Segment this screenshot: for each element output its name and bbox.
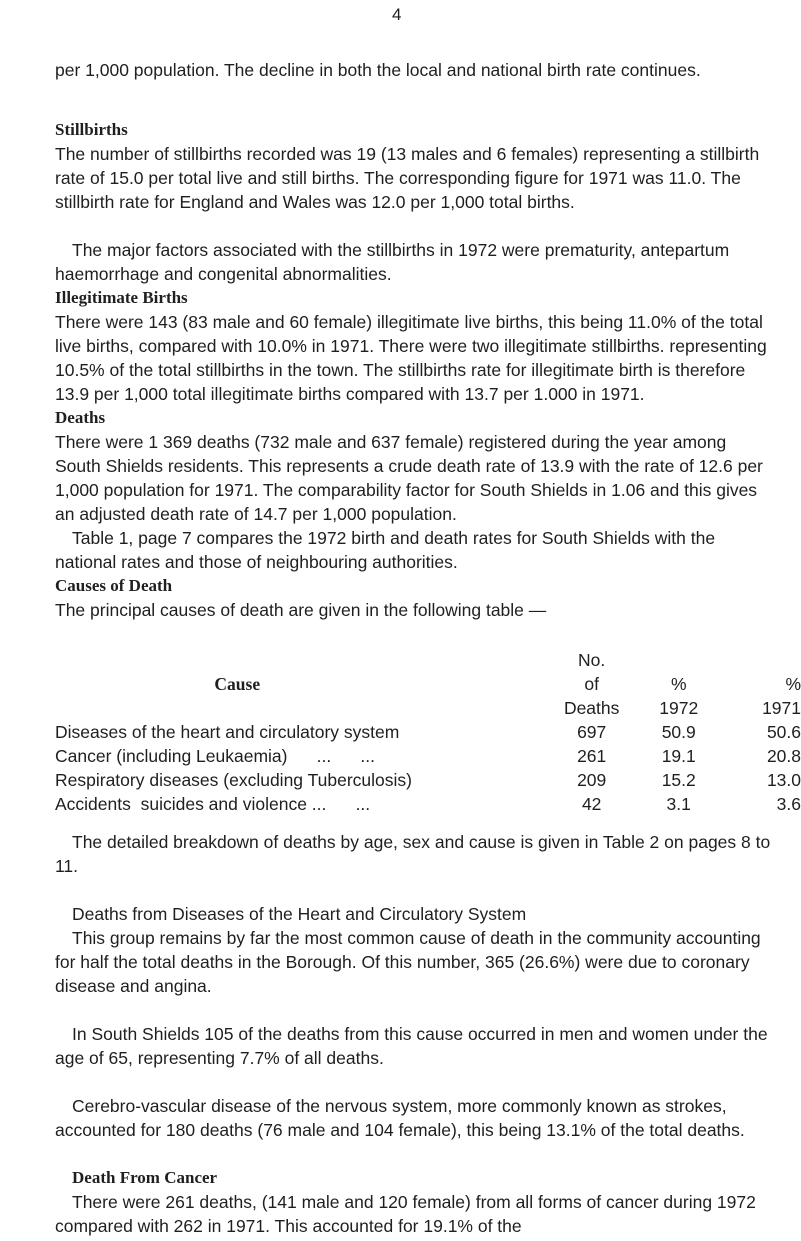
header-year-1972: 1972 [659,698,699,718]
header-deaths-label: Deaths [563,698,620,718]
row-deaths: 261 [577,746,607,766]
stillbirths-paragraph: The number of stillbirths recorded was 19 (13 males and 6 females) representing a stillbirth rate of 15.0 per total live and still births. The corresponding figure for 1971 was 11.0. The stillbirth rate for England and Wales was 12.0 per 1,000 total births. [55,144,760,212]
table-row [55,792,801,816]
strokes-paragraph: Cerebro-vascular disease of the nervous system, more commonly known as strokes, accounted for 180 deaths (76 male and 104 female), this being 13.1% of the total deaths. [55,1096,745,1140]
page-number: 4 [392,5,402,24]
illegitimate-heading: Illegitimate Births [55,288,188,307]
row-pct-1972: 3.1 [666,794,691,814]
row-pct-1971: 13.0 [766,770,801,790]
row-cause: Accidents suicides and violence ... ... [55,794,371,814]
row-pct-1971: 20.8 [766,746,801,766]
table-row [55,744,801,768]
cancer-heading: Death From Cancer [72,1168,218,1187]
row-cause: Cancer (including Leukaemia) ... ... [55,746,375,766]
cancer-paragraph: There were 261 deaths, (141 male and 120 female) from all forms of cancer during 1972 compared with 262 in 1971. This accounted for 19.1% of the [55,1192,756,1236]
row-pct-1971: 3.6 [776,794,801,814]
table-reference-paragraph: Table 1, page 7 compares the 1972 birth and death rates for South Shields with the national rates and those of neighbouring authorities. [55,528,716,572]
deaths-heading: Deaths [55,408,106,427]
row-pct-1972: 19.1 [661,746,696,766]
stillbirths-heading: Stillbirths [55,120,128,139]
row-deaths: 42 [581,794,602,814]
table-header-row-3 [55,696,801,720]
row-deaths: 209 [577,770,607,790]
table-row [55,720,801,744]
table-header-row-1 [55,648,801,672]
header-deaths-of: of [584,674,599,694]
row-pct-1972: 15.2 [661,770,696,790]
causes-paragraph: The principal causes of death are given in the following table — [55,600,547,620]
header-pct-1971: % [785,674,801,694]
stillbirths-factors-paragraph: The major factors associated with the stillbirths in 1972 were prematurity, antepartum haemorrhage and congenital abnormalities. [55,240,730,284]
row-pct-1971: 50.6 [766,722,801,742]
deaths-paragraph: There were 1 369 deaths (732 male and 637 female) registered during the year among South Shields residents. This represents a crude death rate of 13.9 with the rate of 12.6 per 1,000 population for 1971. The comparability factor for South Shields in 1.06 and this gives an adjusted death rate of 14.7 per 1,000 population. [55,432,763,524]
heart-under-65-paragraph: In South Shields 105 of the deaths from this cause occurred in men and women under the age of 65, representing 7.7% of all deaths. [55,1024,768,1068]
header-pct-1972: % [670,674,687,694]
heart-paragraph: This group remains by far the most common cause of death in the community accounting for half the total deaths in the Borough. Of this number, 365 (26.6%) were due to coronary disease and angina. [55,928,761,996]
causes-table [55,648,801,816]
row-pct-1972: 50.9 [661,722,696,742]
heart-heading: Deaths from Diseases of the Heart and Circulatory System [72,904,527,924]
header-year-1971: 1971 [762,698,801,718]
header-deaths-no: No. [578,650,606,670]
intro-paragraph: per 1,000 population. The decline in both the local and national birth rate continues. [55,60,701,80]
table-row [55,768,801,792]
row-cause: Diseases of the heart and circulatory system [55,722,400,742]
breakdown-paragraph: The detailed breakdown of deaths by age, sex and cause is given in Table 2 on pages 8 to 11. [55,832,771,876]
table-header-row-2 [55,672,801,696]
causes-heading: Causes of Death [55,576,173,595]
illegitimate-paragraph: There were 143 (83 male and 60 female) illegitimate live births, this being 11.0% of the total live births, compared with 10.0% in 1971. There were two illegitimate stillbirths. representing 10.5% of the total stillbirths in the town. The stillbirths rate for illegitimate birth is therefore 13.9 per 1,000 total illegitimate births compared with 13.7 per 1.000 in 1971. [55,312,767,404]
row-deaths: 697 [577,722,607,742]
header-cause: Cause [214,674,261,694]
row-cause: Respiratory diseases (excluding Tuberculosis) [55,770,412,790]
